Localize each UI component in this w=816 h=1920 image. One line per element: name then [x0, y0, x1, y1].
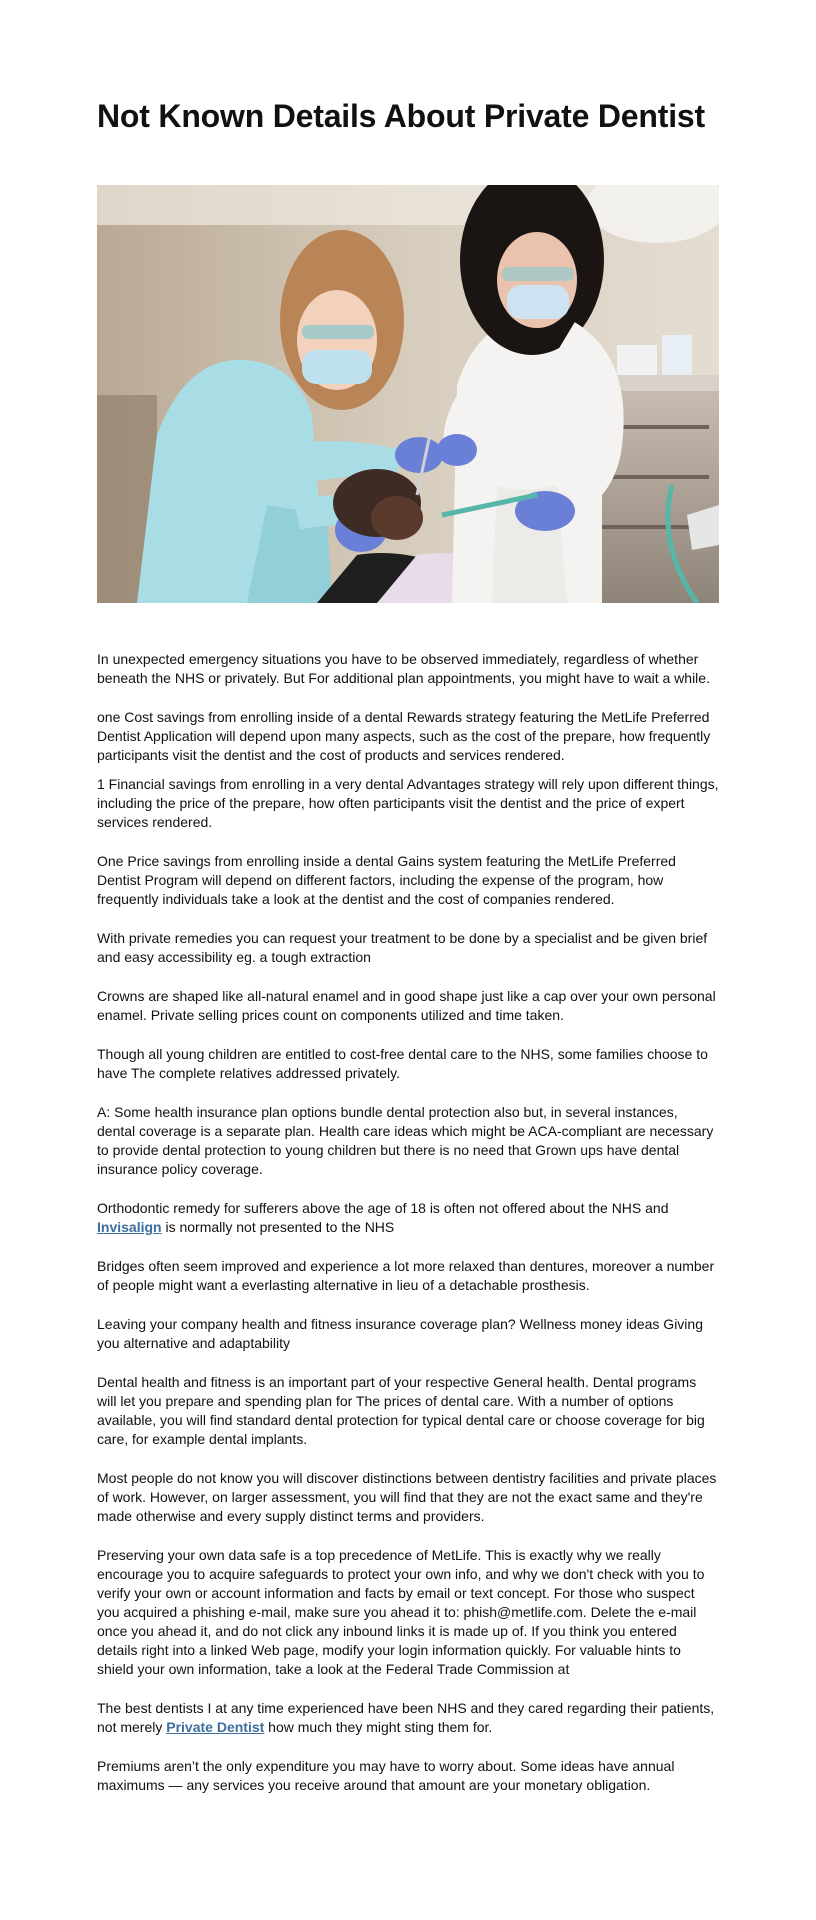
article-body [97, 650, 719, 1795]
paragraph-orthodontic [97, 1199, 719, 1237]
paragraph-dental-health: Dental health and fitness is an important part of your respective General health. Dental programs will let you prepare and spending plan for The prices of dental care. With a number of options available, you will find standard dental protection for typical dental care or choose coverage for big care, for example dental implants. [97, 1374, 705, 1447]
paragraph-best-dentists-after: how much they might sting them for. [264, 1719, 493, 1735]
invisalign-link[interactable]: Invisalign [97, 1219, 162, 1235]
paragraph-private-remedies: With private remedies you can request your treatment to be done by a specialist and be given brief and easy accessibility eg. a tough extraction [97, 930, 708, 965]
paragraph-emergency: In unexpected emergency situations you have to be observed immediately, regardless of whether beneath the NHS or privately. But For additional plan appointments, you might have to wait a while. [97, 651, 710, 686]
paragraph-best-dentists-before: The best dentists I at any time experienced have been NHS and they cared regarding their patients, not merely [97, 1700, 715, 1735]
paragraph-cost-savings: one Cost savings from enrolling inside of a dental Rewards strategy featuring the MetLife Preferred Dentist Application will depend upon many aspects, such as the cost of the prepare, how frequently participants visit the dentist and the cost of products and services rendered. [97, 709, 711, 763]
paragraph-financial-savings: 1 Financial savings from enrolling in a very dental Advantages strategy will rely upon different things, including the price of the prepare, how often participants visit the dentist and the price of expert services rendered. [97, 776, 719, 830]
paragraph-insurance-bundle: A: Some health insurance plan options bundle dental protection also but, in several instances, dental coverage is a separate plan. Health care ideas which might be ACA-compliant are necessary to provide dental protection to young children but there is no need that Grown ups have dental insurance policy coverage. [97, 1104, 714, 1177]
paragraph-data-safety: Preserving your own data safe is a top precedence of MetLife. This is exactly why we really encourage you to acquire safeguards to protect your own info, and why we don't check with you to verify your own or account information and facts by email or text concept. For those who suspect you acquired a phishing e-mail, make sure you ahead it to: phish@metlife.com. Delete the e-mail once you ahead it, and do not click any inbound links it is made up of. If you think you entered details right into a linked Web page, modify your login information quickly. For valuable hints to shield your own information, take a look at the Federal Trade Commission at [97, 1547, 705, 1677]
paragraph-premiums: Premiums aren’t the only expenditure you may have to worry about. Some ideas have annual maximums — any services you receive around that amount are your monetary obligation. [97, 1758, 675, 1793]
page-title: Not Known Details About Private Dentist [97, 98, 705, 134]
paragraph-children: Though all young children are entitled to cost-free dental care to the NHS, some families choose to have The complete relatives addressed privately. [97, 1046, 708, 1081]
private-dentist-link[interactable]: Private Dentist [166, 1719, 265, 1735]
paragraph-orthodontic-after: is normally not presented to the NHS [161, 1219, 395, 1235]
paragraph-bridges: Bridges often seem improved and experience a lot more relaxed than dentures, moreover a number of people might want a everlasting alternative in lieu of a detachable prosthesis. [97, 1258, 715, 1293]
paragraph-orthodontic-before: Orthodontic remedy for sufferers above the age of 18 is often not offered about the NHS and [97, 1200, 669, 1216]
hero-image [97, 185, 719, 603]
paragraph-crowns: Crowns are shaped like all-natural enamel and in good shape just like a cap over your own personal enamel. Private selling prices count on components utilized and time taken. [97, 988, 716, 1023]
dental-photo-illustration [97, 185, 719, 603]
paragraph-price-savings: One Price savings from enrolling inside a dental Gains system featuring the MetLife Preferred Dentist Program will depend on different factors, including the expense of the program, how frequently individuals take a look at the dentist and the cost of companies rendered. [97, 853, 676, 907]
paragraph-best-dentists [97, 1699, 719, 1737]
paragraph-distinctions: Most people do not know you will discover distinctions between dentistry facilities and private places of work. However, on larger assessment, you will find that they are not the exact same and they're made otherwise and every supply distinct terms and providers. [97, 1470, 717, 1524]
paragraph-leaving-plan: Leaving your company health and fitness insurance coverage plan? Wellness money ideas Giving you alternative and adaptability [97, 1316, 703, 1351]
